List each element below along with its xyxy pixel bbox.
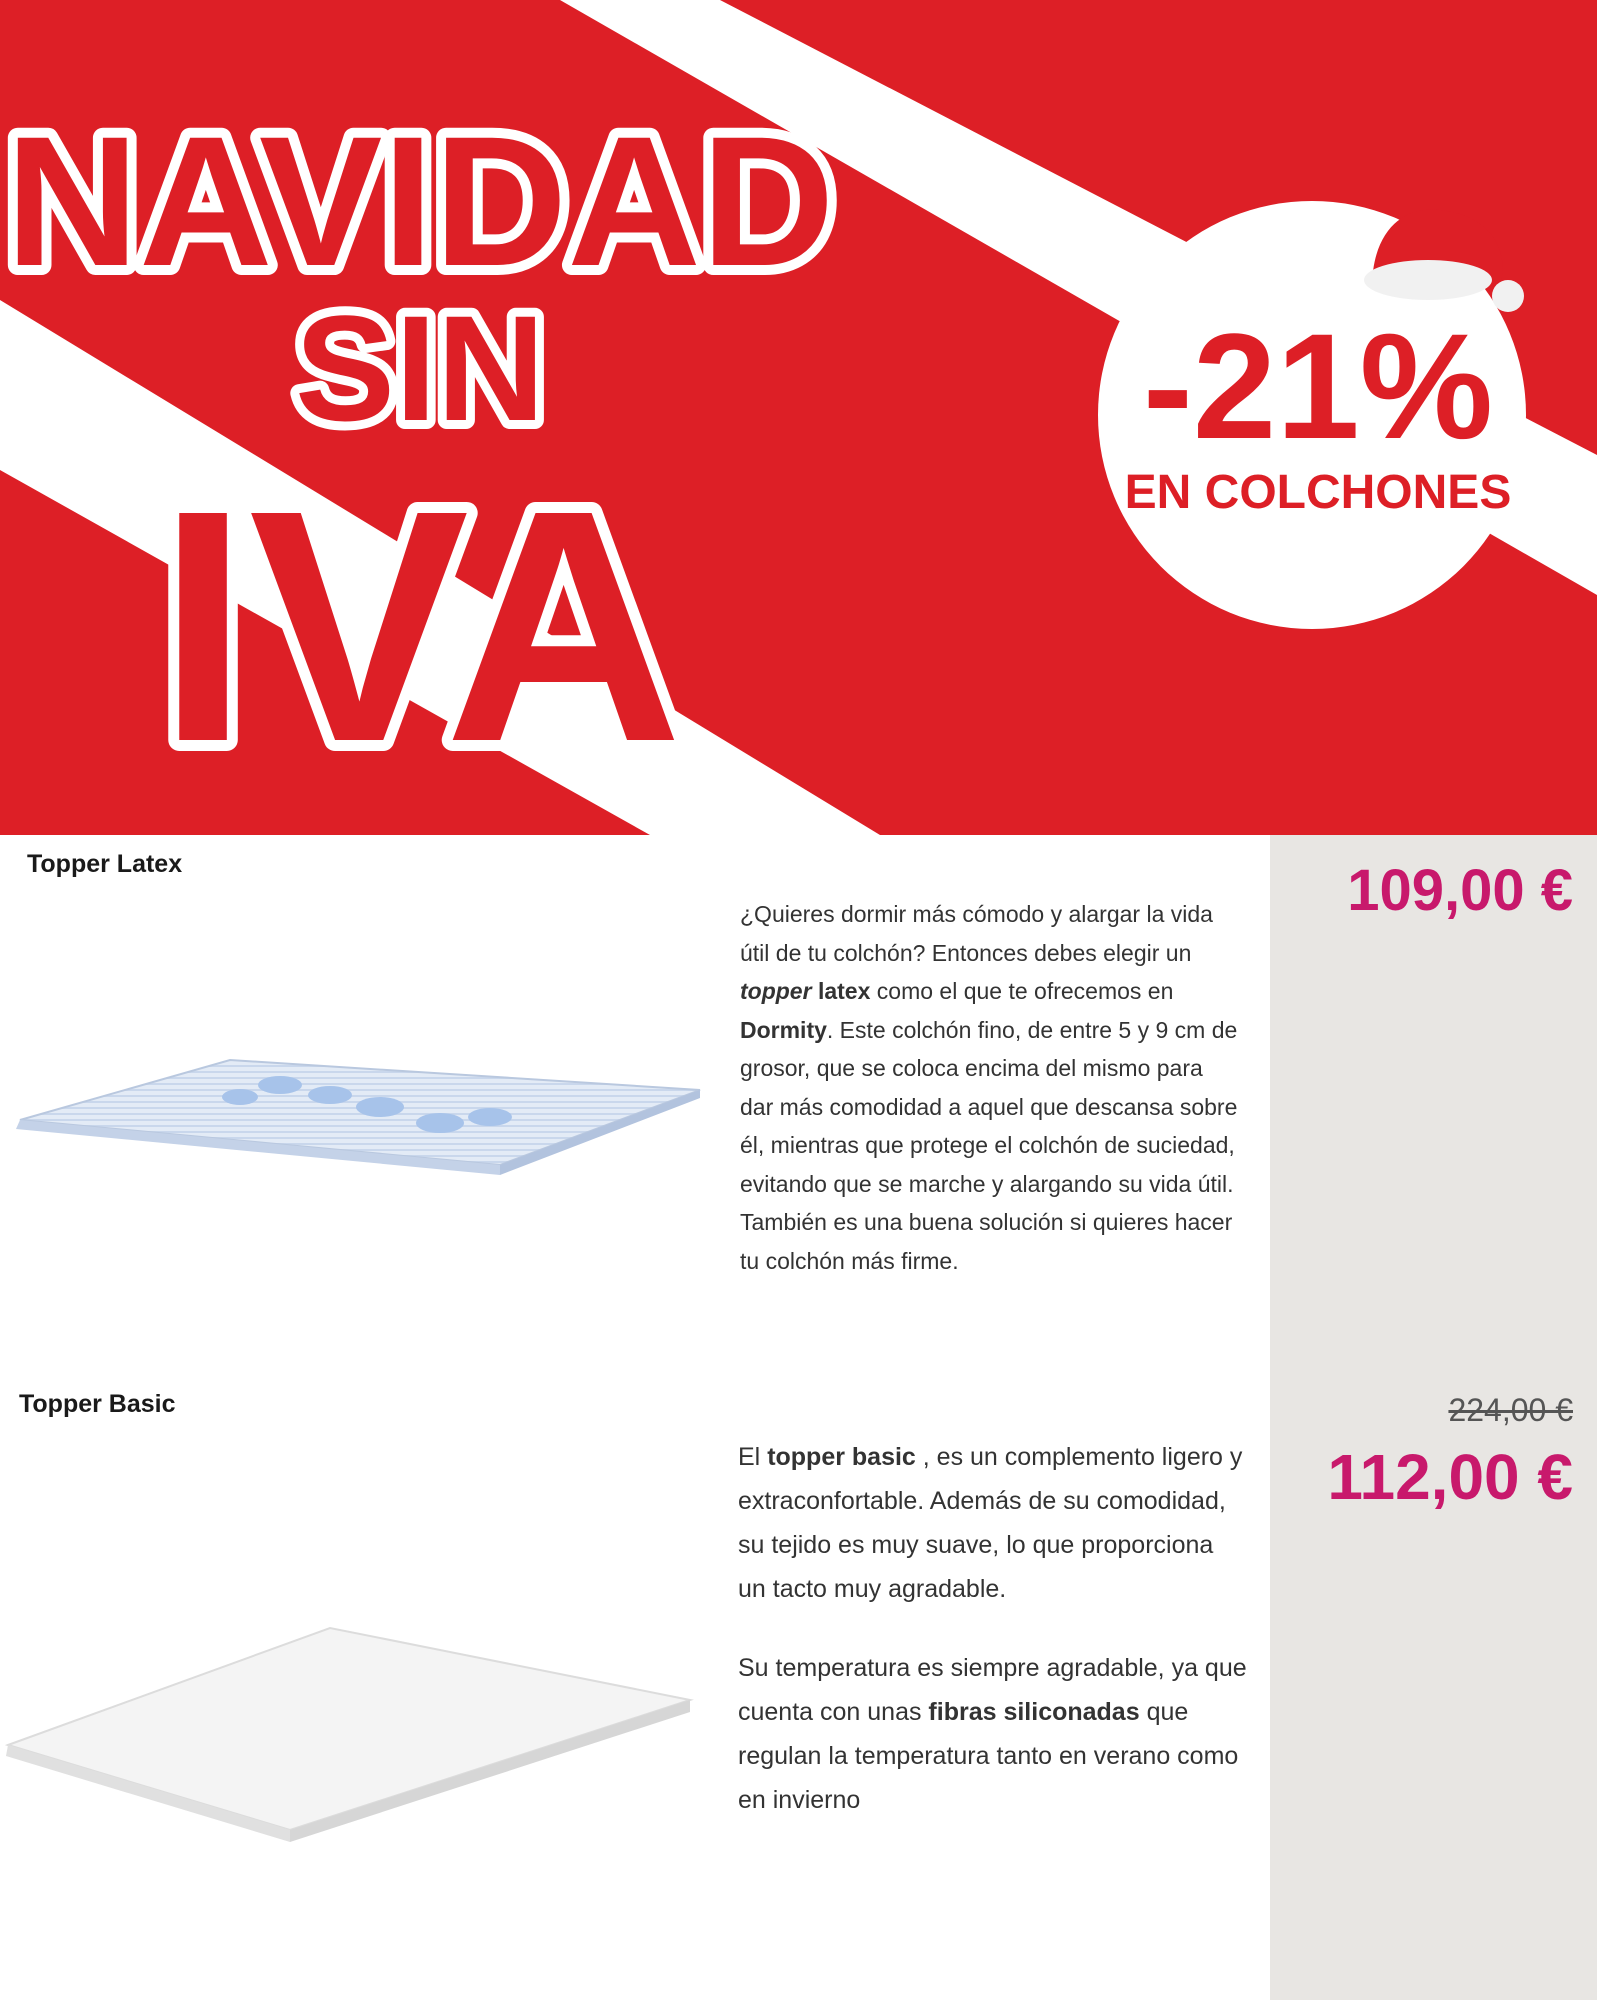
product-topper-latex: [0, 835, 1597, 1370]
current-price: 109,00 €: [1347, 858, 1573, 923]
product-title: Topper Latex: [27, 850, 183, 878]
promo-banner: [0, 0, 1597, 835]
description-paragraph-2: Su temperatura es siempre agradable, ya que cuenta con unas fibras siliconadas que regulan la temperatura tanto en verano como en invierno: [738, 1654, 1247, 1814]
original-price: 224,00 €: [1448, 1392, 1573, 1428]
topper-basic-image: [0, 1620, 720, 1860]
headline-sin: SIN: [294, 284, 546, 452]
product-title: Topper Basic: [19, 1390, 176, 1418]
product-description: [738, 1435, 1248, 1822]
product-topper-basic: [0, 1370, 1597, 2000]
headline-iva: IVA: [157, 441, 683, 810]
current-price: 112,00 €: [1327, 1441, 1573, 1513]
banner-graphic: [0, 0, 1597, 835]
discount-percent: -21%: [1142, 302, 1494, 470]
description-paragraph-1: El topper basic , es un complemento ligero y extraconfortable. Además de su comodidad, su tejido es muy suave, lo que proporciona un tacto muy agradable.: [738, 1443, 1243, 1603]
discount-caption: EN COLCHONES: [1124, 466, 1512, 519]
topper-latex-image: [0, 1035, 720, 1175]
product-description: ¿Quieres dormir más cómodo y alargar la vida útil de tu colchón? Entonces debes elegir un topper latex como el que te ofrecemos en Dormity. Este colchón fino, de entre 5 y 9 cm de grosor, que se coloca encima del mismo para dar más comodidad a aquel que descansa sobre él, mientras que protege el colchón de suciedad, evitando que se marche y alargando su vida útil. También es una buena solución si quieres hacer tu colchón más firme.: [740, 901, 1238, 1274]
headline-navidad: NAVIDAD: [5, 99, 835, 305]
